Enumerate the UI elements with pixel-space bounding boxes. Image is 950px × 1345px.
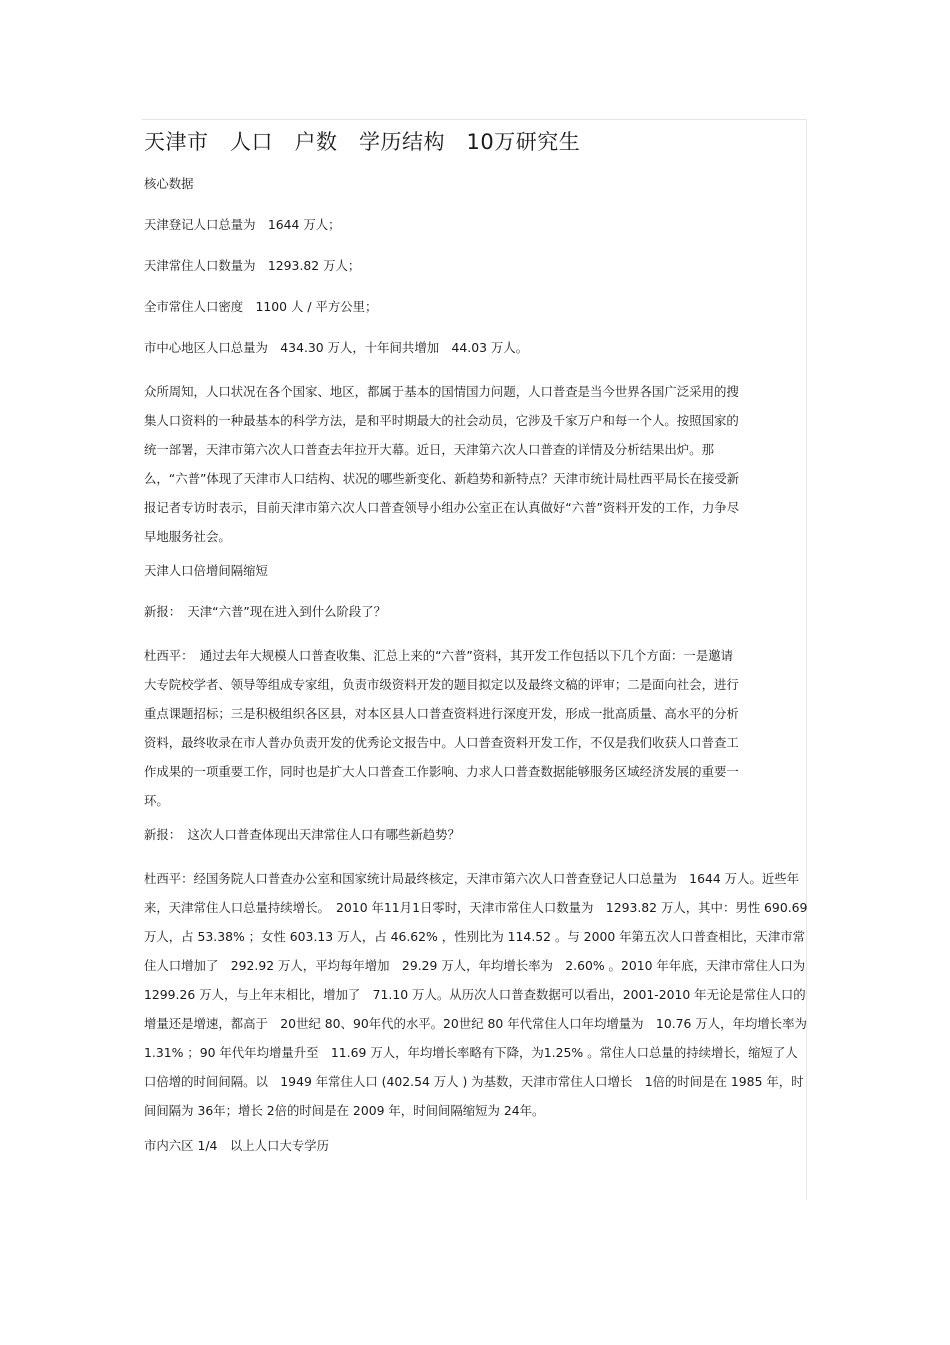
- question-trends: 新报： 这次人口普查体现出天津常住人口有哪些新趋势？: [144, 827, 460, 842]
- intro-paragraph: 众所周知，人口状况在各个国家、地区，都属于基本的国情国力问题，人口普查是当今世界各国广泛采用的搜集人口资料的一种最基本的科学方法，是和平时期最大的社会动员，它涉及千家万户和每一个人。按照国家的统一部署，天津市第六次人口普查去年拉开大幕。近日，天津第六次人口普查的详情及分析结果出炉。那么，“六普”体现了天津市人口结构、状况的哪些新变化、新趋势和新特点？天津市统计局杜西平局长在接受新报记者专访时表示，目前天津市第六次人口普查领导小组办公室正在认真做好“六普”资料开发的工作，力争尽早地服务社会。: [144, 384, 740, 544]
- data-line-downtown-population: 市中心地区人口总量为 434.30 万人，十年间共增加 44.03 万人。: [144, 340, 529, 355]
- page-title: 天津市 人口 户数 学历结构 10万研究生: [144, 130, 581, 154]
- section-heading-education: 市内六区 1/4 以上人口大专学历: [144, 1138, 329, 1153]
- document-body: [144, 124, 820, 1158]
- question-stage: 新报： 天津“六普”现在进入到什么阶段了？: [144, 604, 387, 619]
- answer-trends: 杜西平：经国务院人口普查办公室和国家统计局最终核定，天津市第六次人口普查登记人口总量为 1644 万人。近些年来，天津常住人口总量持续增长。 2010 年11月1日零时，天津市常住人口数量为 1293.82 万人，其中：男性 690.69 万人，占 53.38% ；女性 603.13 万人，占 46.62% ，性别比为 114.52 。与 2000 年第五次人口普查相比，天津市常住人口增加了 292.92 万人，平均每年增加 29.29 万人，年均增长率为 2.60% 。2010 年年底，天津市常住人口为 1299.26 万人，与上年末相比，增加了 71.10 万人。从历次人口普查数据可以看出，2001-2010 年无论是常住人口的增量还是增速，都高于 20世纪 80、90年代的水平。20世纪 80 年代常住人口年均增量为 10.76 万人，年均增长率为 1.31% ；90 年代年均增量升至 11.69 万人，年均增长率略有下降，为1.25% 。常住人口总量的持续增长，缩短了人口倍增的时间间隔。以 1949 年常住人口 (402.54 万人 ) 为基数，天津市常住人口增长 1倍的时间是在 1985 年，时间间隔为 36年；增长 2倍的时间是在 2009 年，时间间隔缩短为 24年。: [144, 871, 820, 1118]
- data-line-resident-population: 天津常住人口数量为 1293.82 万人；: [144, 258, 361, 273]
- section-heading-core-data: 核心数据: [144, 176, 194, 191]
- answer-stage: 杜西平： 通过去年大规模人口普查收集、汇总上来的“六普”资料，其开发工作包括以下几个方面：一是邀请大专院校学者、领导等组成专家组，负责市级资料开发的题目拟定以及最终文稿的评审；二是面向社会，进行重点课题招标；三是积极组织各区县，对本区县人口普查资料进行深度开发，形成一批高质量、高水平的分析资料，最终收录在市人普办负责开发的优秀论文报告中。人口普查资料开发工作，不仅是我们收获人口普查工作成果的一项重要工作，同时也是扩大人口普查工作影响、力求人口普查数据能够服务区域经济发展的重要一环。: [144, 648, 739, 808]
- section-heading-doubling: 天津人口倍增间隔缩短: [144, 563, 268, 578]
- data-line-population-density: 全市常住人口密度 1100 人 / 平方公里；: [144, 299, 378, 314]
- data-line-registered-population: 天津登记人口总量为 1644 万人；: [144, 217, 341, 232]
